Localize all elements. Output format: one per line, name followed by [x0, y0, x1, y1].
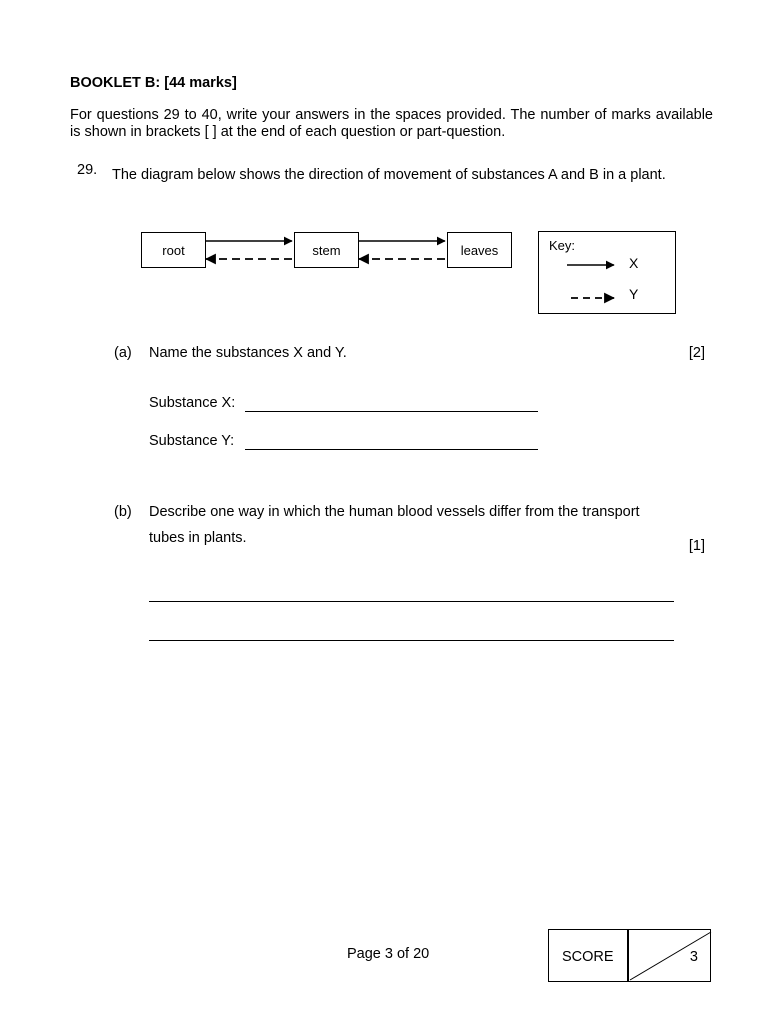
- part-b-marks: [1]: [688, 538, 705, 554]
- substance-x-answer-line[interactable]: [245, 396, 538, 412]
- score-label: SCORE: [562, 949, 614, 965]
- part-b-text-line1: Describe one way in which the human blood vessels differ from the transport: [149, 504, 640, 520]
- part-a-marks: [2]: [688, 345, 705, 361]
- substance-y-label: Substance Y:: [149, 433, 235, 449]
- node-root: root: [141, 232, 206, 268]
- score-total: 3: [689, 949, 698, 965]
- part-a-label: (a): [114, 345, 132, 361]
- page-number: Page 3 of 20: [347, 946, 430, 962]
- booklet-heading: BOOKLET B: [44 marks]: [70, 75, 237, 91]
- substance-x-label: Substance X:: [149, 395, 236, 411]
- part-b-answer-line-2[interactable]: [149, 625, 674, 641]
- part-a-text: Name the substances X and Y.: [149, 345, 347, 361]
- part-b-text-line2: tubes in plants.: [149, 530, 247, 546]
- key-y-label: Y: [629, 286, 639, 302]
- score-box: [548, 929, 711, 982]
- diagram-key: [538, 231, 676, 314]
- key-title: Key:: [549, 238, 576, 253]
- node-leaves: leaves: [447, 232, 512, 268]
- instructions-text: For questions 29 to 40, write your answers in the spaces provided. The number of marks available is shown in brackets [ ] at the end of each question or part-question.: [70, 107, 713, 140]
- key-arrows: [539, 232, 677, 315]
- part-b-label: (b): [114, 504, 132, 520]
- part-b-answer-line-1[interactable]: [149, 586, 674, 602]
- substance-y-answer-line[interactable]: [245, 434, 538, 450]
- score-diagonal: [628, 930, 713, 983]
- node-stem: stem: [294, 232, 359, 268]
- question-number: 29.: [77, 162, 98, 178]
- key-x-label: X: [629, 255, 639, 271]
- question-text: The diagram below shows the direction of movement of substances A and B in a plant.: [112, 167, 666, 183]
